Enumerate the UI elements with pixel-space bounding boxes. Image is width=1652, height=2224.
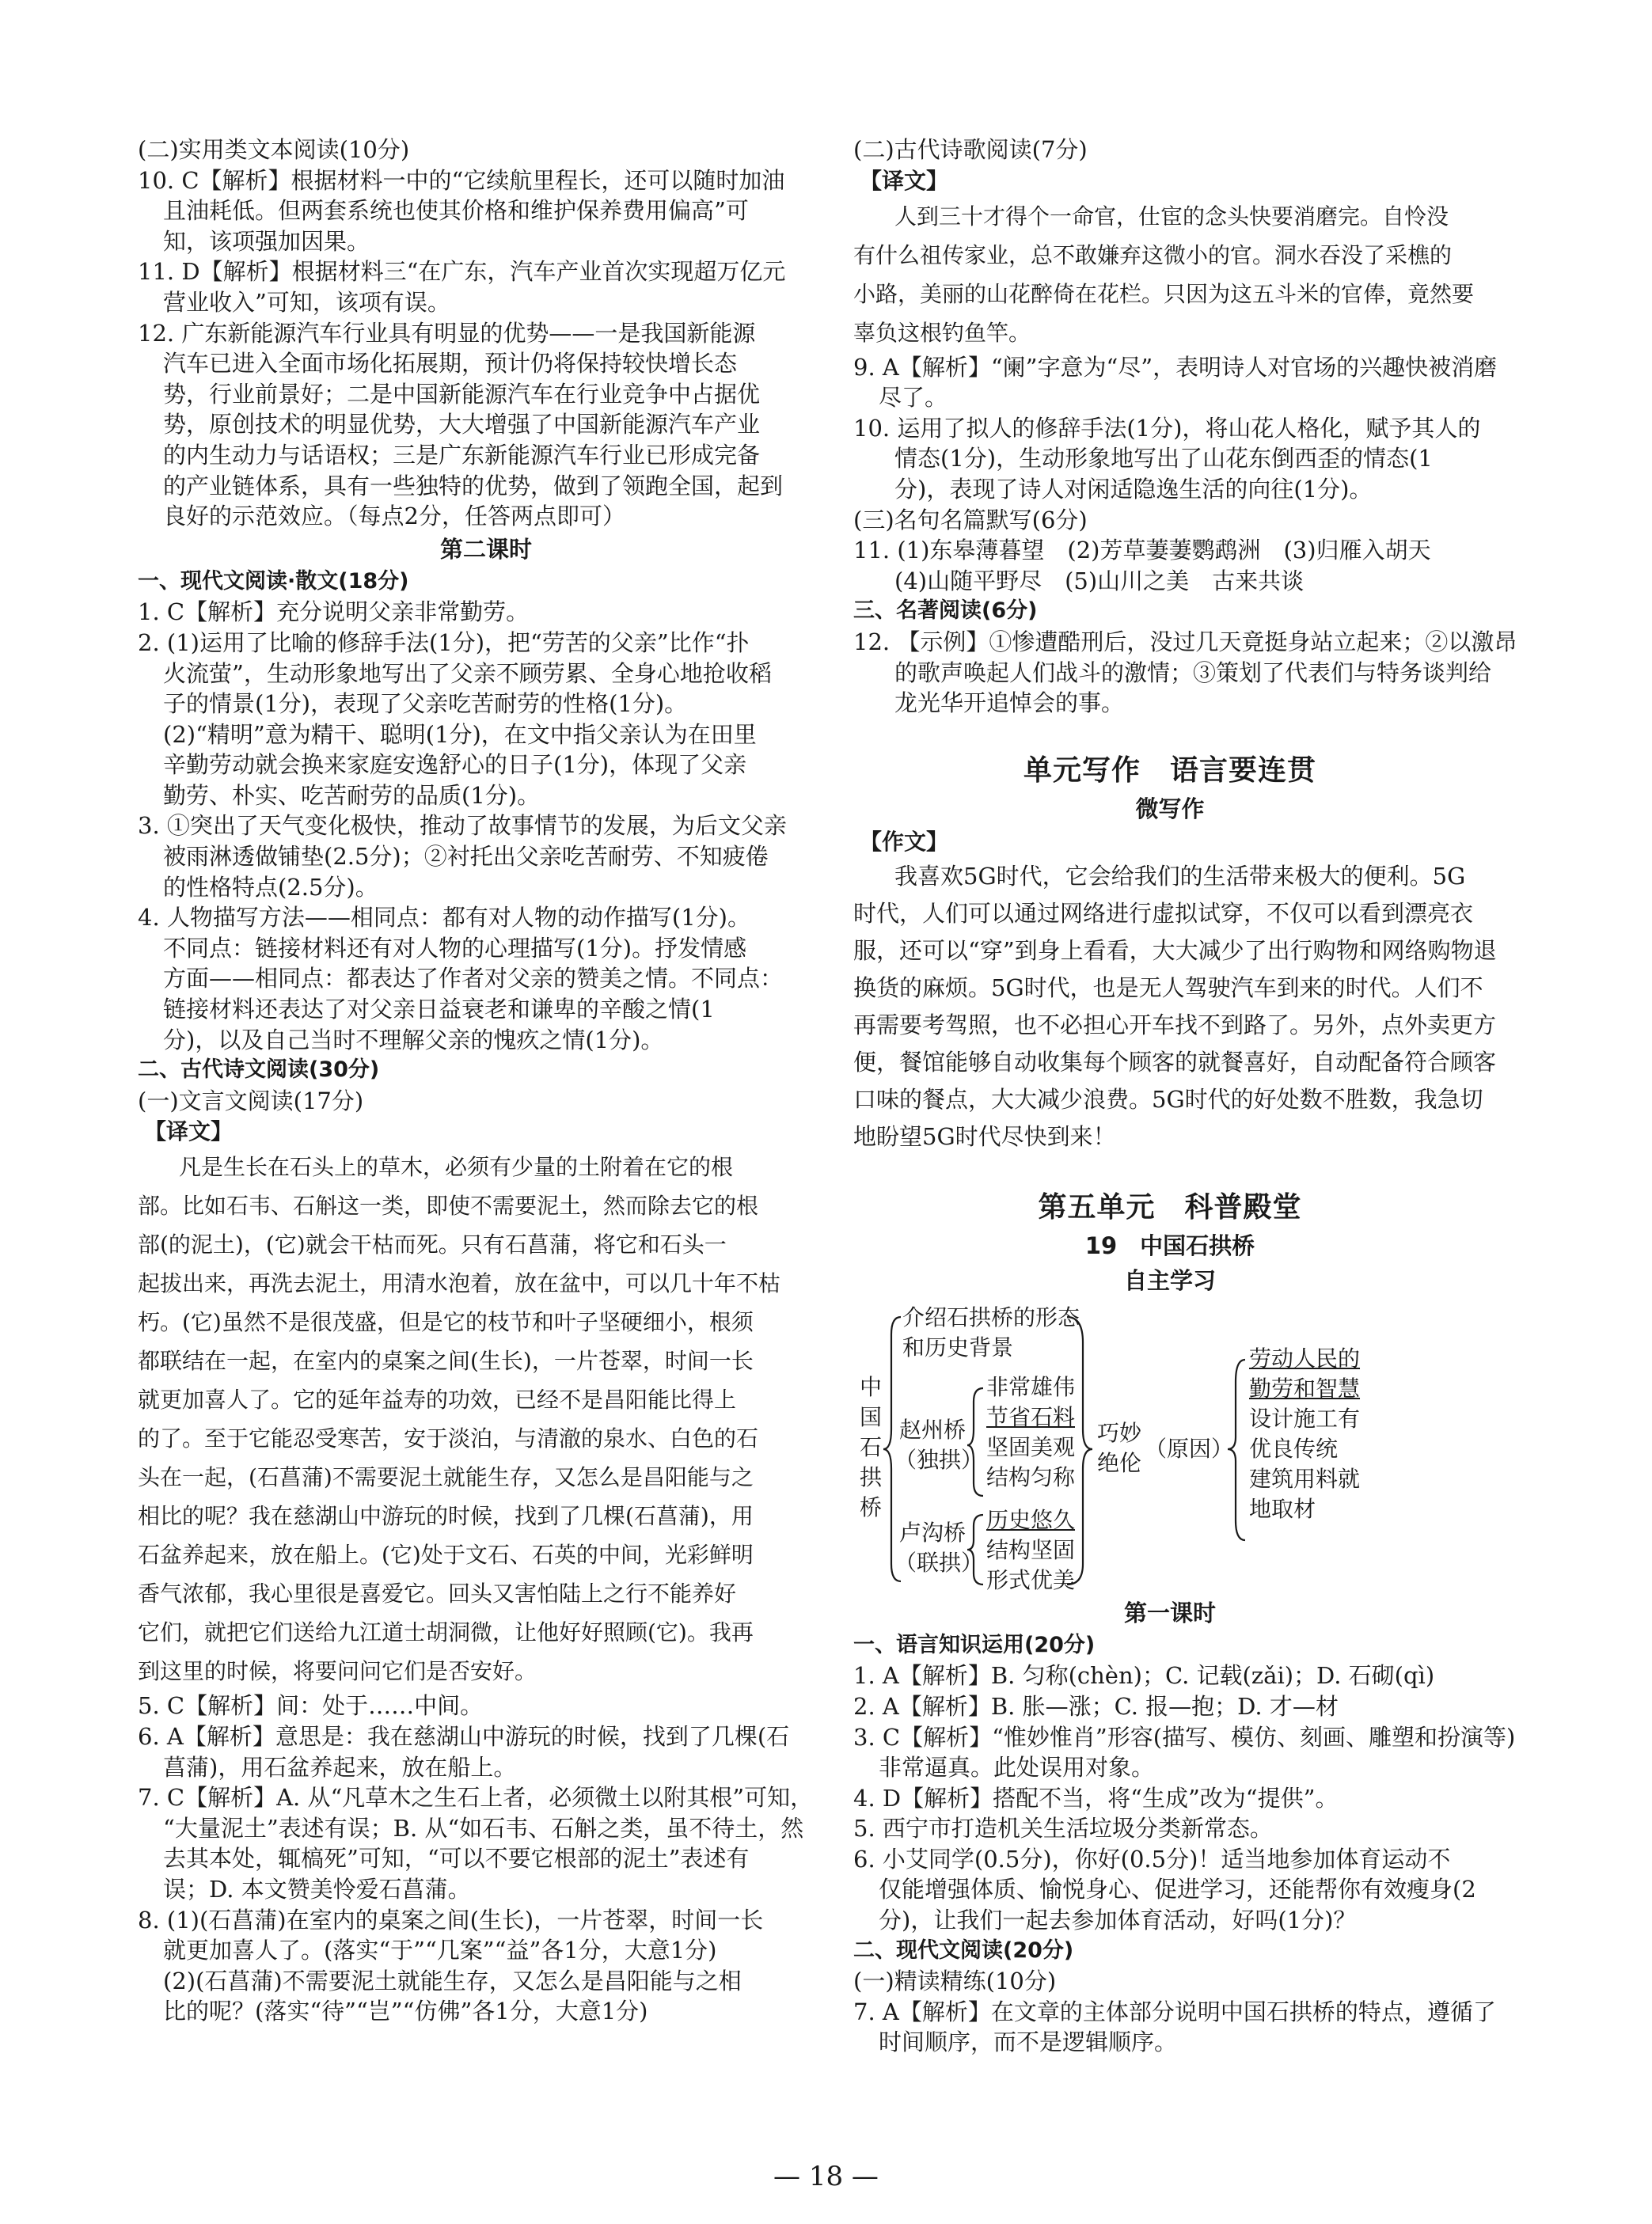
answer-line: 情态(1分)，生动形象地写出了山花东倒西歪的情态(1 xyxy=(894,445,1433,473)
page-number: — 18 — xyxy=(773,2161,879,2192)
answer-line: 菖蒲)，用石盆养起来，放在船上。 xyxy=(163,1753,517,1781)
section-heading: (二)实用类文本阅读(10分) xyxy=(138,136,410,163)
answer-line: 误；D. 本文赞美怜爱石菖蒲。 xyxy=(163,1875,471,1903)
essay-line: 地盼望5G时代尽快到来！ xyxy=(853,1122,1116,1150)
left-column xyxy=(138,135,834,2027)
answer-line: 3. ①突出了天气变化极快，推动了故事情节的发展，为后文父亲 xyxy=(138,812,787,840)
subsection-heading: (三)名句名篇默写(6分) xyxy=(853,506,1088,533)
subsection-heading: (二)古代诗歌阅读(7分) xyxy=(853,136,1088,163)
answer-line: 知，该项强加因果。 xyxy=(163,227,370,255)
zhaozhou-label: 赵州桥 xyxy=(899,1416,967,1443)
section-heading: 三、名著阅读(6分) xyxy=(853,598,1038,624)
answer-line: (2)(石菖蒲)不需要泥土就能生存，又怎么是昌阳能与之相 xyxy=(163,1967,742,1994)
section-heading: 一、语言知识运用(20分) xyxy=(853,1632,1096,1657)
answer-line: 龙光华开追悼会的事。 xyxy=(894,689,1125,717)
answer-line: 2. (1)运用了比喻的修辞手法(1分)，把“劳苦的父亲”比作“扑 xyxy=(138,628,750,656)
translation-line: 香气浓郁，我心里很是喜爱它。回头又害怕陆上之行不能养好 xyxy=(138,1581,737,1607)
translation-line: 头在一起，(石菖蒲)不需要泥土就能生存，又怎么是昌阳能与之 xyxy=(138,1464,754,1491)
answer-line: (2)“精明”意为精干、聪明(1分)，在文中指父亲认为在田里 xyxy=(163,720,757,748)
translation-line: 就更加喜人了。它的延年益寿的功效，已经不是昌阳能比得上 xyxy=(138,1387,737,1414)
lesson-title: 19 中国石拱桥 xyxy=(1084,1232,1255,1259)
unit-title: 第五单元 科普殿堂 xyxy=(1038,1190,1302,1224)
answer-line: 汽车已进入全面市场化拓展期，预计仍将保持较快增长态 xyxy=(163,350,738,378)
reason-item: 地取材 xyxy=(1249,1495,1316,1522)
translation-label: 【译文】 xyxy=(860,167,949,194)
reason-item: 勤劳和智慧 xyxy=(1249,1375,1361,1402)
answer-line: “大量泥土”表述有误；B. 从“如石韦、石斛之类，虽不待土，然 xyxy=(163,1814,804,1842)
lesson-title: 第二课时 xyxy=(439,535,532,563)
essay-line: 便，餐馆能够自动收集每个顾客的就餐喜好，自动配备符合顾客 xyxy=(853,1048,1497,1076)
answer-line: 被雨淋透做铺垫(2.5分)；②衬托出父亲吃苦耐劳、不知疲倦 xyxy=(163,843,769,871)
answer-line: 辛勤劳动就会换来家庭安逸舒心的日子(1分)，体现了父亲 xyxy=(163,751,747,779)
translation-line: 有什么祖传家业，总不敢嫌弃这微小的官。洞水吞没了采樵的 xyxy=(853,241,1453,268)
answer-line: 5. 西宁市打造机关生活垃圾分类新常态。 xyxy=(853,1815,1273,1843)
translation-line: 部。比如石韦、石斛这一类，即使不需要泥土，然而除去它的根 xyxy=(138,1193,759,1220)
answer-line: 9. A【解析】“阑”字意为“尽”，表明诗人对官场的兴趣快被消磨 xyxy=(853,353,1498,381)
answer-line: 去其本处，辄槁死”可知，“可以不要它根部的泥土”表述有 xyxy=(163,1845,750,1873)
answer-line: 10. 运用了拟人的修辞手法(1分)，将山花人格化，赋予其人的 xyxy=(853,414,1481,442)
essay-label: 【作文】 xyxy=(860,828,949,855)
section-heading: 二、现代文阅读(20分) xyxy=(853,1937,1074,1963)
answer-line: 12. 【示例】①惨遭酷刑后，没过几天竟挺身站立起来；②以激昂 xyxy=(853,628,1517,655)
translation-line: 凡是生长在石头上的草木，必须有少量的土附着在它的根 xyxy=(179,1154,734,1181)
answer-line: 11. (1)东皋薄暮望 (2)芳草萋萋鹦鹉洲 (3)归雁入胡天 xyxy=(853,537,1431,564)
zz-feature: 坚固美观 xyxy=(986,1433,1076,1460)
translation-line: 它们，就把它们送给九江道士胡洞微，让他好好照顾(它)。我再 xyxy=(138,1619,754,1646)
answer-line: 仅能增强体质、愉悦身心、促进学习，还能帮你有效瘦身(2 xyxy=(879,1876,1476,1903)
translation-line: 起拔出来，再洗去泥土，用清水泡着，放在盆中，可以几十年不枯 xyxy=(138,1270,781,1297)
reason-item: 设计施工有 xyxy=(1249,1405,1361,1432)
answer-line: 尽了。 xyxy=(879,384,948,412)
ld-feature: 历史悠久 xyxy=(986,1506,1076,1533)
answer-line: 分)，以及自己当时不理解父亲的愧疚之情(1分)。 xyxy=(163,1026,664,1053)
answer-line: 勤劳、朴实、吃苦耐劳的品质(1分)。 xyxy=(163,781,541,809)
answer-line: 链接材料还表达了对父亲日益衰老和谦卑的辛酸之情(1 xyxy=(163,996,715,1023)
subsection-heading: (一)文言文阅读(17分) xyxy=(138,1087,364,1114)
translation-line: 人到三十才得个一命官，仕宦的念头快要消磨完。自怜没 xyxy=(894,203,1449,230)
answer-line: 12. 广东新能源汽车行业具有明显的优势——一是我国新能源 xyxy=(138,319,756,347)
luding-label: 卢沟桥 xyxy=(899,1519,967,1546)
answer-line: 的产业链体系，具有一些独特的优势，做到了领跑全国，起到 xyxy=(163,472,784,499)
essay-line: 换货的麻烦。5G时代，也是无人驾驶汽车到来的时代。人们不 xyxy=(853,973,1483,1001)
reason-item: 劳动人民的 xyxy=(1249,1345,1361,1372)
right-column xyxy=(853,135,1517,2058)
answer-line: 比的呢？(落实“待”“岂”“仿佛”各1分，大意1分) xyxy=(163,1998,648,2025)
root-char: 石 xyxy=(860,1433,883,1460)
answer-line: 非常逼真。此处误用对象。 xyxy=(879,1754,1155,1782)
translation-line: 小路，美丽的山花醉倚在花栏。只因为这五斗米的官俸，竟然要 xyxy=(853,280,1475,307)
unit-writing-title: 单元写作 语言要连贯 xyxy=(1023,753,1316,787)
answer-line: 且油耗低。但两套系统也使其价格和维护保养费用偏高”可 xyxy=(163,197,749,225)
section-heading: 一、现代文阅读·散文(18分) xyxy=(138,568,409,594)
answer-line: 火流萤”，生动形象地写出了父亲不顾劳累、全身心地抢收稻 xyxy=(163,659,772,687)
zhaozhou-type: （独拱） xyxy=(894,1446,984,1473)
translation-line: 部(的泥土)，(它)就会干枯而死。只有石菖蒲，将它和石头一 xyxy=(138,1232,727,1258)
answer-line: 6. A【解析】意思是：我在慈湖山中游玩的时候，找到了几棵(石 xyxy=(138,1723,790,1750)
intro-text: 和历史背景 xyxy=(902,1334,1014,1361)
translation-line: 朽。(它)虽然不是很茂盛，但是它的枝节和叶子坚硬细小，根须 xyxy=(138,1309,754,1336)
root-char: 中 xyxy=(860,1373,883,1400)
self-study-title: 自主学习 xyxy=(1123,1266,1216,1294)
reason-item: 优良传统 xyxy=(1249,1435,1339,1462)
zz-feature: 结构匀称 xyxy=(986,1463,1076,1490)
translation-line: 石盆养起来，放在船上。(它)处于文石、石英的中间，光彩鲜明 xyxy=(138,1542,754,1569)
root-char: 桥 xyxy=(860,1493,883,1520)
zhaozhou-brace xyxy=(967,1388,983,1496)
answer-line: 5. C【解析】间：处于……中间。 xyxy=(138,1692,484,1720)
answer-line: 方面——相同点：都表达了作者对父亲的赞美之情。不同点： xyxy=(163,965,784,992)
answer-line: 时间顺序，而不是逻辑顺序。 xyxy=(879,2029,1178,2056)
answer-line: 6. 小艾同学(0.5分)，你好(0.5分)！适当地参加体育运动不 xyxy=(853,1845,1451,1873)
zz-feature: 非常雄伟 xyxy=(986,1373,1076,1400)
essay-line: 服，还可以“穿”到身上看看，大大减少了出行购物和网络购物退 xyxy=(853,936,1497,964)
luding-type: （联拱） xyxy=(894,1549,984,1576)
answer-line: 的歌声唤起人们战斗的激情；③策划了代表们与特务谈判给 xyxy=(894,658,1492,686)
answer-line: 不同点：链接材料还有对人物的心理描写(1分)。抒发情感 xyxy=(163,934,747,962)
qiaomiao-text: 绝伦 xyxy=(1097,1449,1142,1476)
answer-line: 7. C【解析】A. 从“凡草木之生石上者，必须微土以附其根”可知， xyxy=(138,1784,814,1812)
translation-line: 到这里的时候，将要问问它们是否安好。 xyxy=(138,1658,537,1685)
root-char: 拱 xyxy=(860,1463,883,1490)
essay-line: 再需要考驾照，也不必担心开车找不到路了。另外，点外卖更方 xyxy=(853,1011,1497,1038)
answer-line: 4. 人物描写方法——相同点：都有对人物的动作描写(1分)。 xyxy=(138,904,750,932)
answer-line: 7. A【解析】在文章的主体部分说明中国石拱桥的特点，遵循了 xyxy=(853,1998,1496,2025)
answer-line: 良好的示范效应。（每点2分，任答两点即可） xyxy=(163,503,625,530)
answer-line: 8. (1)(石菖蒲)在室内的桌案之间(生长)，一片苍翠，时间一长 xyxy=(138,1906,764,1934)
answer-line: 势，原创技术的明显优势，大大增强了中国新能源汽车产业 xyxy=(163,411,761,438)
essay-line: 口味的餐点，大大减少浪费。5G时代的好处数不胜数，我急切 xyxy=(853,1085,1483,1113)
bridge-structure-diagram xyxy=(853,1303,1487,1596)
essay-line: 我喜欢5G时代，它会给我们的生活带来极大的便利。5G xyxy=(894,862,1466,890)
answer-line: 就更加喜人了。(落实“于”“几案”“益”各1分，大意1分) xyxy=(163,1937,717,1964)
translation-line: 辜负这根钓鱼竿。 xyxy=(853,319,1031,346)
answer-line: 1. C【解析】充分说明父亲非常勤劳。 xyxy=(138,598,530,626)
answer-line: 4. D【解析】搭配不当，将“生成”改为“提供”。 xyxy=(853,1784,1339,1812)
translation-line: 都联结在一起，在室内的桌案之间(生长)，一片苍翠，时间一长 xyxy=(138,1348,754,1375)
micro-writing-title: 微写作 xyxy=(1135,795,1205,822)
ld-feature: 形式优美 xyxy=(986,1566,1076,1593)
translation-label: 【译文】 xyxy=(144,1118,234,1145)
answer-line: 3. C【解析】“惟妙惟肖”形容(描写、模仿、刻画、雕塑和扮演等) xyxy=(853,1723,1516,1751)
reason-label: （原因） xyxy=(1145,1435,1234,1462)
answer-line: (4)山随平野尽 (5)山川之美 古来共谈 xyxy=(894,567,1305,594)
answer-line: 11. D【解析】根据材料三“在广东，汽车产业首次实现超万亿元 xyxy=(138,258,786,286)
section-heading: 二、古代诗文阅读(30分) xyxy=(138,1057,380,1083)
answer-line: 营业收入”可知，该项有误。 xyxy=(163,288,450,316)
root-char: 国 xyxy=(860,1403,883,1430)
answer-line: 的内生动力与话语权；三是广东新能源汽车行业已形成完备 xyxy=(163,441,761,469)
answer-line: 1. A【解析】B. 匀称(chèn)；C. 记载(zǎi)；D. 石砌(qì) xyxy=(853,1662,1435,1690)
answer-line: 分)，让我们一起去参加体育活动，好吗(1分)？ xyxy=(879,1907,1357,1934)
translation-line: 的了。至于它能忍受寒苦，安于淡泊，与清澈的泉水、白色的石 xyxy=(138,1425,759,1452)
answer-line: 2. A【解析】B. 胀—涨；C. 报—抱；D. 才—材 xyxy=(853,1692,1339,1720)
translation-line: 相比的呢？我在慈湖山中游玩的时候，找到了几棵(石菖蒲)，用 xyxy=(138,1503,754,1530)
essay-line: 时代，人们可以通过网络进行虚拟试穿，不仅可以看到漂亮衣 xyxy=(853,899,1474,927)
answer-line: 10. C【解析】根据材料一中的“它续航里程长，还可以随时加油 xyxy=(138,166,785,194)
subsection-heading: (一)精读精练(10分) xyxy=(853,1968,1057,1995)
answer-line: 分)，表现了诗人对闲适隐逸生活的向往(1分)。 xyxy=(894,475,1373,503)
zz-feature: 节省石料 xyxy=(986,1403,1076,1430)
intro-text: 介绍石拱桥的形态 xyxy=(902,1304,1080,1330)
answer-line: 的性格特点(2.5分)。 xyxy=(163,873,378,901)
reason-item: 建筑用料就 xyxy=(1249,1465,1361,1492)
answer-line: 势，行业前景好；二是中国新能源汽车在行业竞争中占据优 xyxy=(163,380,761,408)
lesson-title: 第一课时 xyxy=(1123,1599,1216,1626)
qiaomiao-text: 巧妙 xyxy=(1097,1419,1142,1446)
ld-feature: 结构坚固 xyxy=(986,1536,1076,1563)
answer-line: 子的情景(1分)，表现了父亲吃苦耐劳的性格(1分)。 xyxy=(163,690,688,718)
